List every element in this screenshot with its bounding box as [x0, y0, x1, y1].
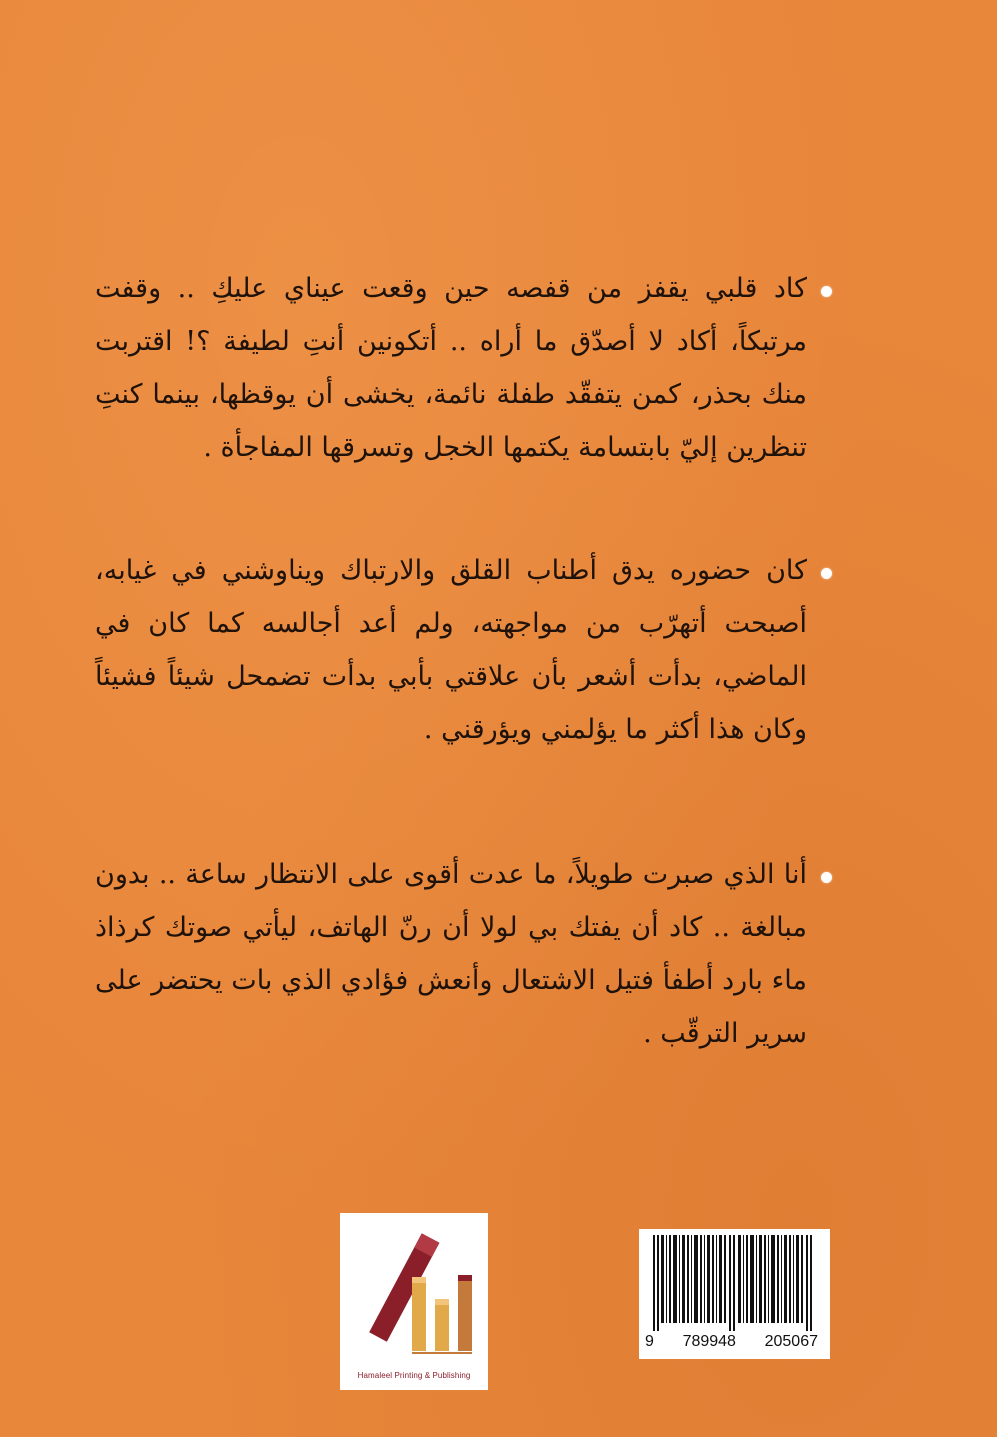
barcode-bars	[645, 1235, 824, 1331]
bullet-icon	[821, 872, 832, 883]
excerpt-1	[95, 262, 807, 474]
excerpt-text: أنا الذي صبرت طويلاً، ما عدت أقوى على الانتظار ساعة .. بدون مبالغة .. كاد أن يفتك بي لولا أن رنّ الهاتف، ليأتي صوتك كرذاذ ماء بارد أطفأ فتيل الاشتعال وأنعش فؤادي الذي بات يحتضر على سرير الترقّب .	[95, 859, 807, 1049]
isbn-prefix: 9	[645, 1333, 654, 1350]
publisher-logo	[340, 1213, 488, 1390]
bullet-icon	[821, 286, 832, 297]
excerpt-text: كان حضوره يدق أطناب القلق والارتباك ويناوشني في غيابه، أصبحت أتهرّب من مواجهته، ولم أعد أجالسه كما كان في الماضي، بدأت أشعر بأن علاقتي بأبي بدأت تضمحل شيئاً فشيئاً وكان هذا أكثر ما يؤلمني ويؤرقني .	[95, 555, 807, 745]
excerpt-text: كاد قلبي يقفز من قفصه حين وقعت عيناي عليكِ .. وقفت مرتبكاً، أكاد لا أصدّق ما أراه .. أتكونين أنتِ لطيفة ؟! اقتربت منك بحذر، كمن يتفقّد طفلة نائمة، يخشى أن يوقظها، بينما كنتِ تنظرين إليّ بابتسامة يكتمها الخجل وتسرقها المفاجأة .	[95, 273, 807, 463]
isbn-group-2: 205067	[764, 1333, 818, 1350]
isbn-group-1: 789948	[682, 1333, 736, 1350]
publisher-name: Hamaleel Printing & Publishing	[357, 1371, 471, 1380]
isbn-digits	[639, 1333, 830, 1351]
bullet-icon	[821, 568, 832, 579]
isbn-barcode	[639, 1229, 830, 1359]
excerpts-list	[95, 262, 807, 1130]
books-on-shelf-icon	[340, 1213, 488, 1373]
excerpt-3	[95, 848, 807, 1060]
excerpt-2	[95, 544, 807, 756]
